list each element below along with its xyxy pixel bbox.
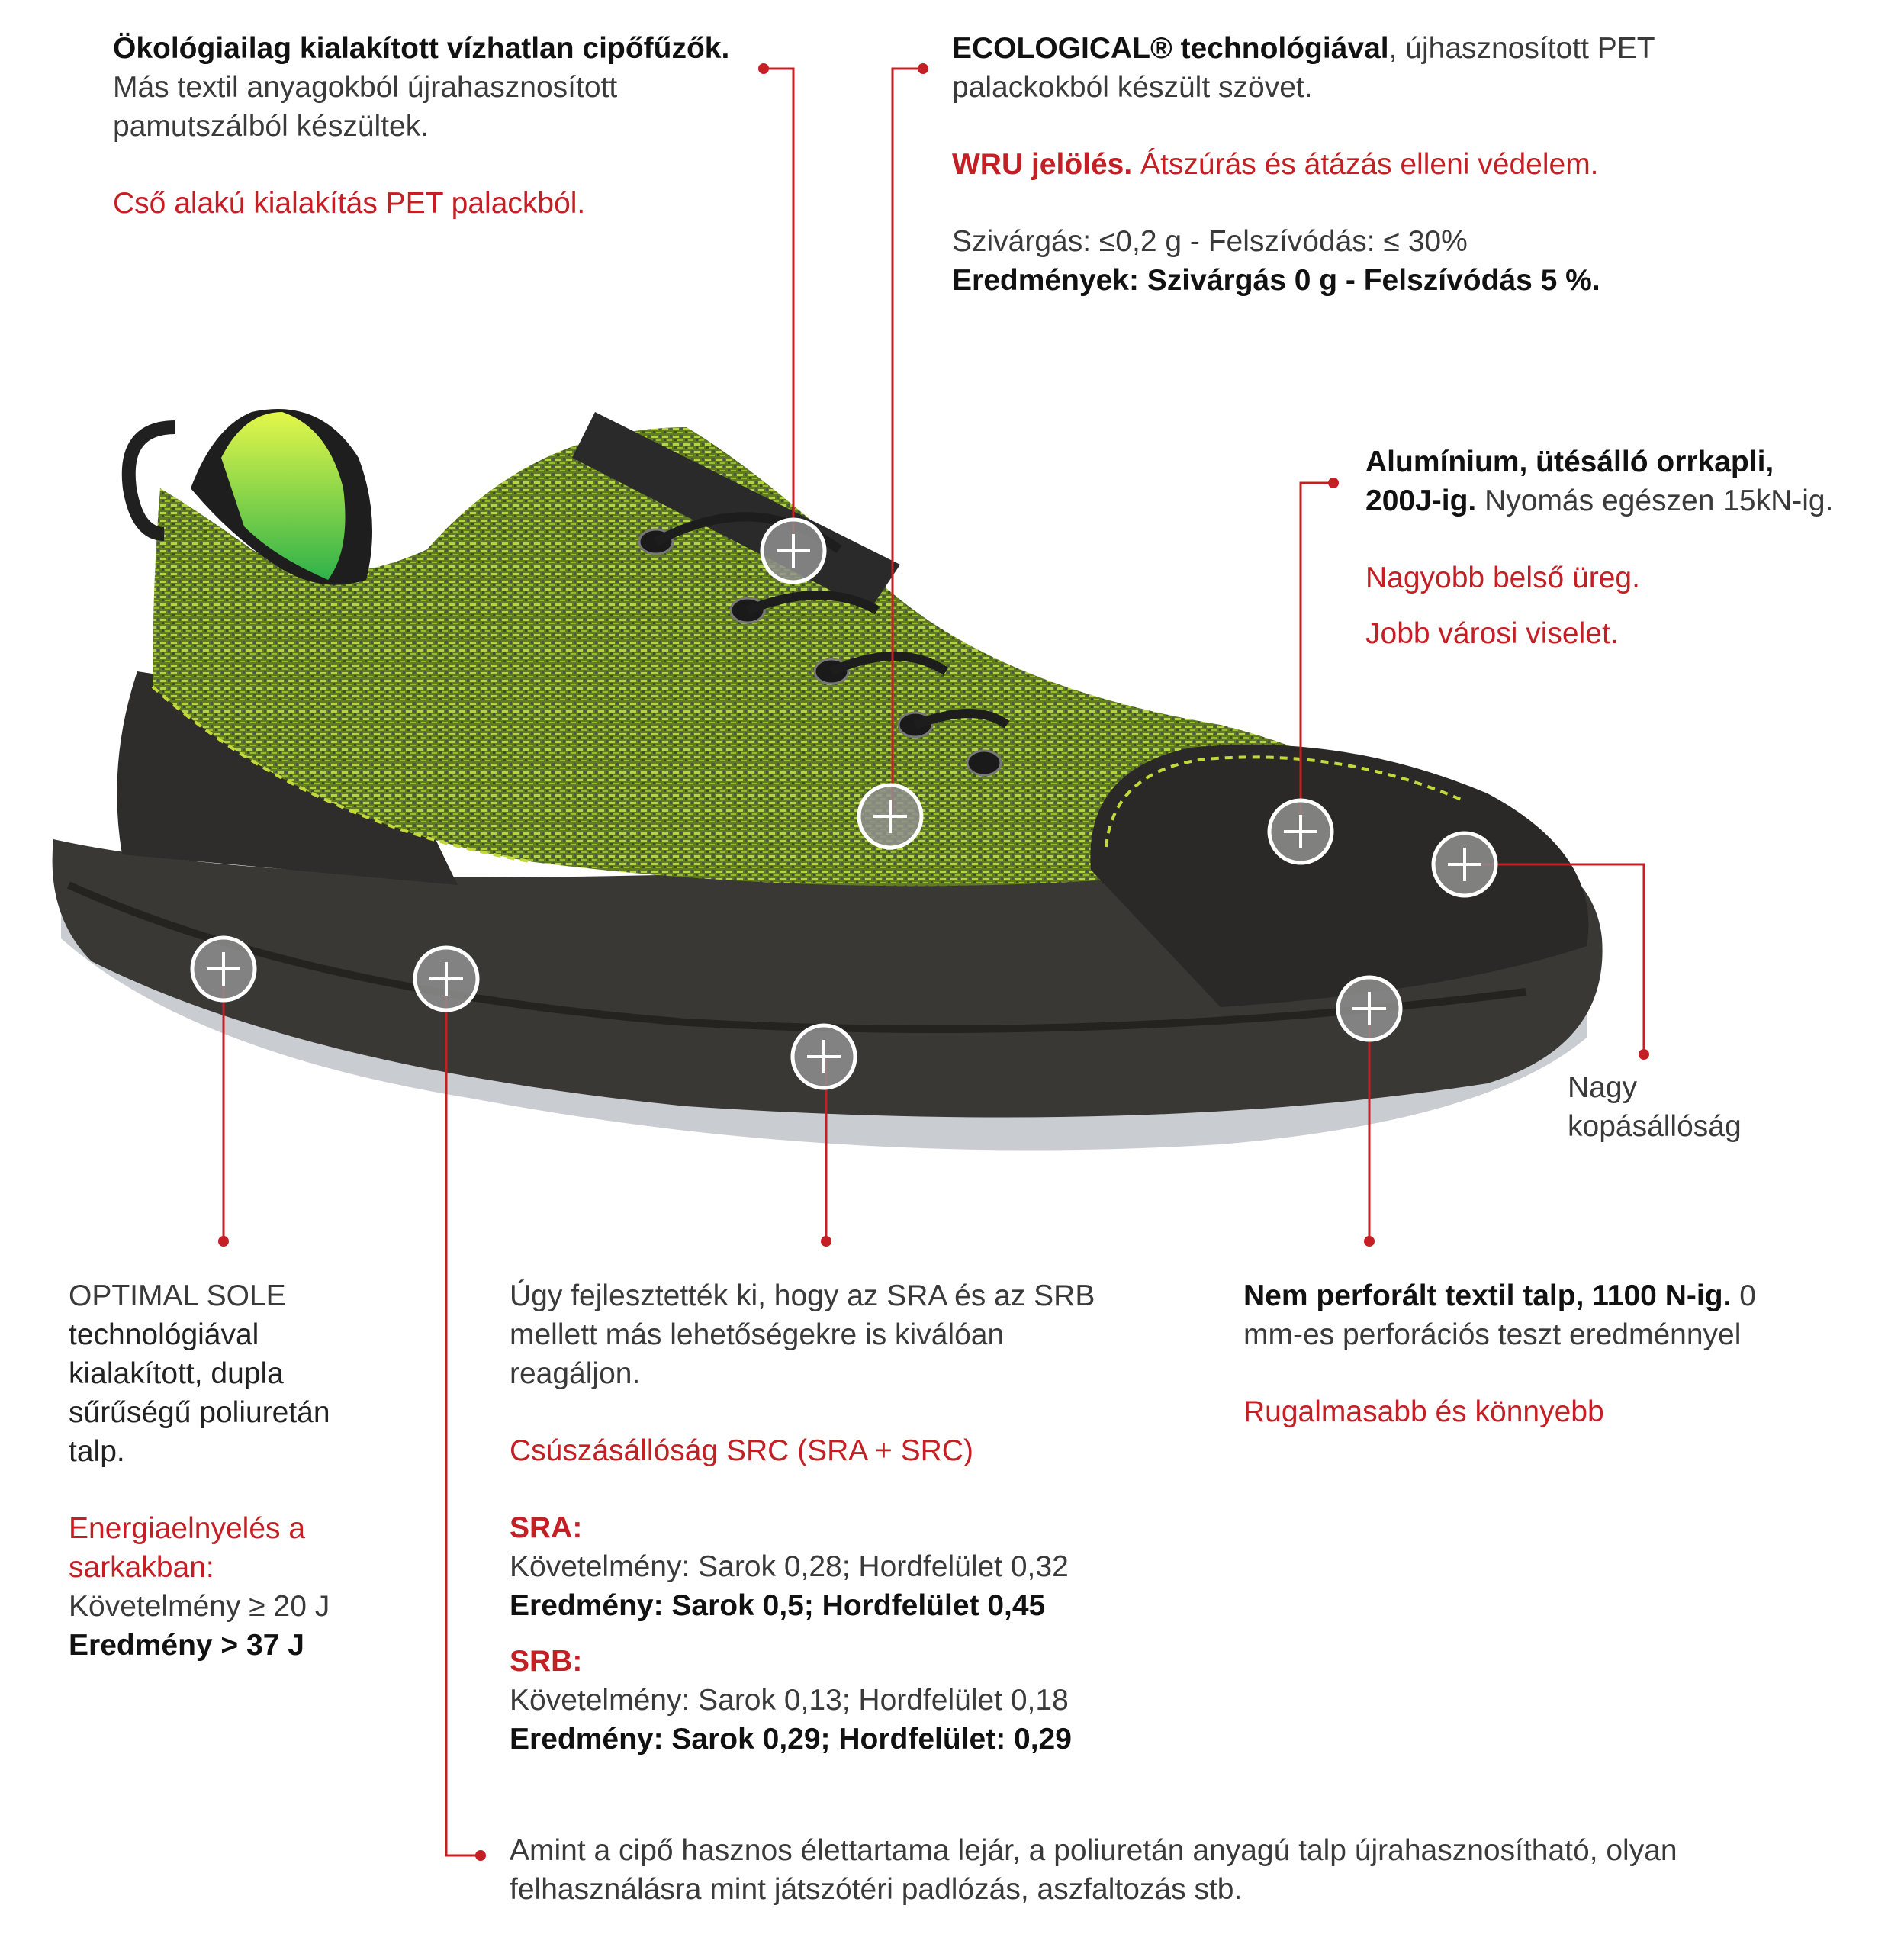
srb-result: Eredmény: Sarok 0,29; Hordfelület: 0,29 (510, 1723, 1072, 1756)
slip-text: Úgy fejlesztették ki, hogy az SRA és az SRB mellett más lehetőségekre is kiválóan reagáljon. (510, 1279, 1095, 1390)
fabric-result: Eredmények: Szivárgás 0 g - Felszívódás 5 %. (952, 264, 1600, 297)
hotspot-fabric[interactable] (859, 785, 921, 848)
fabric-lead: ECOLOGICAL® technológiával (952, 32, 1389, 65)
hotspot-abrasion[interactable] (1433, 833, 1496, 896)
insole-red: Rugalmasabb és könnyebb (1243, 1395, 1604, 1428)
hotspot-toecap[interactable] (1269, 800, 1332, 863)
callout-slip (510, 1276, 1135, 1759)
laces-lead: Ökológiailag kialakított vízhatlan cipőfűzők. (113, 32, 730, 65)
callout-sole (69, 1276, 389, 1665)
toecap-red-1: Nagyobb belső üreg. (1365, 562, 1640, 594)
insole-lead: Nem perforált textil talp, 1100 N-ig. (1243, 1279, 1732, 1312)
fabric-text: , újhasznosított PET palackokból készült szövet. (952, 32, 1655, 104)
callout-laces (113, 29, 738, 223)
fabric-red-bold: WRU jelölés. (952, 148, 1133, 181)
slip-red: Csúszásállóság SRC (SRA + SRC) (510, 1434, 973, 1467)
callout-fabric (952, 29, 1715, 300)
hotspot-slip[interactable] (793, 1025, 855, 1088)
sole-line1: OPTIMAL SOLE (69, 1279, 286, 1312)
toecap-lead: Alumínium, ütésálló orrkapli, 200J-ig. (1365, 446, 1774, 517)
toecap-text: Nyomás egészen 15kN-ig. (1476, 484, 1834, 517)
sra-title: SRA: (510, 1511, 583, 1544)
srb-title: SRB: (510, 1645, 583, 1678)
sole-red: Energiaelnyelés a sarkakban: (69, 1512, 306, 1584)
laces-text: Más textil anyagokból újrahasznosított pamutszálból készültek. (113, 71, 618, 143)
insole-text: 0 mm-es perforációs teszt eredménnyel (1243, 1279, 1756, 1351)
hotspot-laces[interactable] (762, 520, 825, 582)
callout-abrasion (1568, 1068, 1781, 1146)
callout-recycle (510, 1831, 1837, 1909)
callout-toecap (1365, 443, 1838, 653)
recycle-text: Amint a cipő hasznos élettartama lejár, a poliuretán anyagú talp újrahasznosítható, olyan felhasználásra mint játszótéri padlózás, aszfaltozás stb. (510, 1834, 1677, 1906)
abrasion-text: Nagy kopásállóság (1568, 1071, 1742, 1143)
fabric-red-text: Átszúrás és átázás elleni védelem. (1132, 148, 1599, 181)
sole-rest: technológiával kialakított, dupla sűrűségű poliuretán talp. (69, 1318, 330, 1468)
laces-red: Cső alakú kialakítás PET palackból. (113, 187, 586, 220)
srb-requirement: Követelmény: Sarok 0,13; Hordfelület 0,18 (510, 1684, 1069, 1717)
toecap-red-2: Jobb városi viselet. (1365, 617, 1619, 650)
sra-result: Eredmény: Sarok 0,5; Hordfelület 0,45 (510, 1589, 1046, 1622)
fabric-requirement: Szivárgás: ≤0,2 g - Felszívódás: ≤ 30% (952, 225, 1468, 258)
sra-requirement: Követelmény: Sarok 0,28; Hordfelület 0,32 (510, 1550, 1069, 1583)
callout-insole (1243, 1276, 1823, 1431)
hotspot-recycle[interactable] (415, 948, 478, 1010)
sole-result: Eredmény > 37 J (69, 1629, 304, 1662)
hotspot-insole[interactable] (1338, 977, 1401, 1040)
sole-requirement: Követelmény ≥ 20 J (69, 1590, 330, 1623)
hotspot-sole[interactable] (192, 938, 255, 1000)
